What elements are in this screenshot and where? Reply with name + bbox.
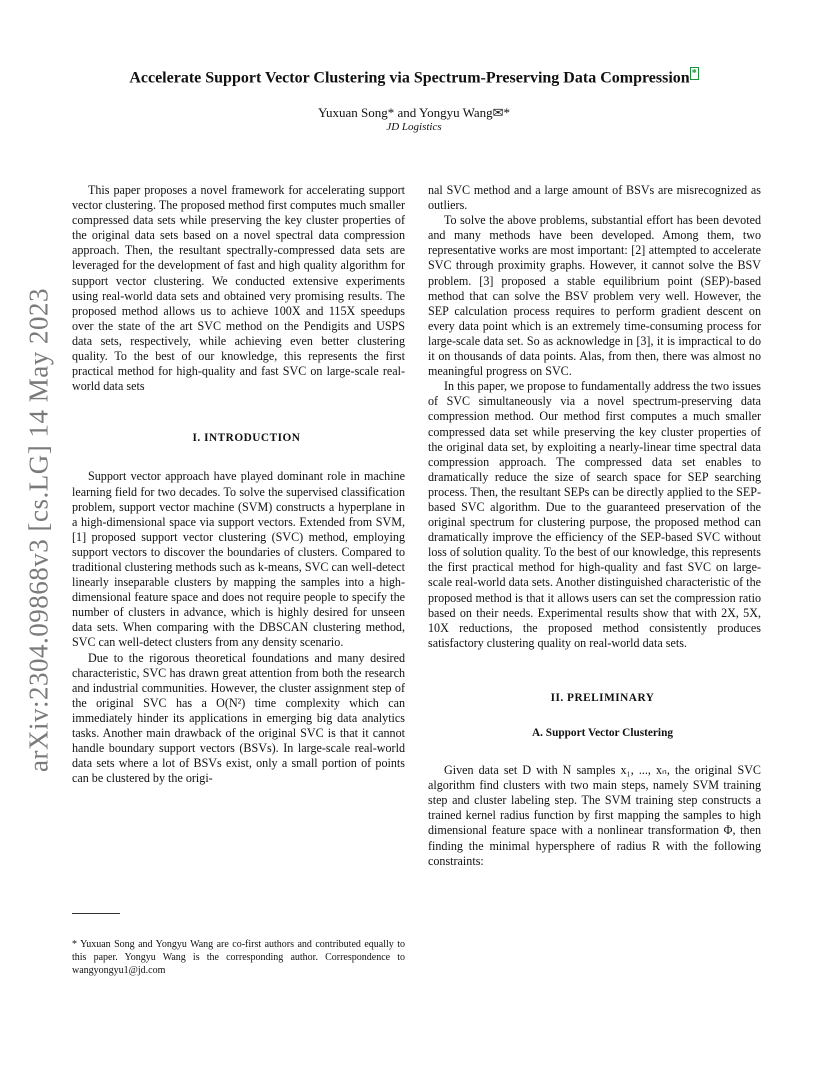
arxiv-identifier: arXiv:2304.09868v3 [cs.LG] 14 May 2023 bbox=[23, 288, 54, 772]
svc-paragraph-1: Given data set D with N samples x₁, ..., xₙ, the original SVC algorithm find clusters with two main steps, namely SVM training step and cluster labeling step. The SVM training step constructs a trained kernel radius function by first mapping the samples to high dimensional feature space with a nonlinear transformation Φ, then finding the minimal hypersphere of radius R with the following constraints: bbox=[428, 763, 761, 868]
section-heading-introduction: I. INTRODUCTION bbox=[192, 432, 301, 445]
intro-paragraph-2: Due to the rigorous theoretical foundations and many desired characteristic, SVC has drawn great attention from both the research and industrial communities. However, the cluster assignment step of the original SVC has a O(N²) time complexity which can immediately hinder its applications in emerging big data analytics tasks. Another main drawback of the original SVC is that it cannot handle boundary support vectors (BSVs). In large-scale real-world data sets where a lot of BSVs exist, only a small portion of points can be clustered by the origi- bbox=[72, 650, 405, 786]
intro-paragraph-4: In this paper, we propose to fundamentally address the two issues of SVC simultaneously via a novel spectrum-preserving data compression method. Our method first computes a much smaller compressed data set while preserving the key cluster properties of the original data set, by exploiting a nearly-linear time spectral data compression approach. The compressed data set enables to dramatically reduce the size of search space for SEP searching process. Then, the resultant SEPs can be directly applied to the SEP-based SVC algorithm. Due to the guaranteed preservation of the original spectrum for clustering purpose, the proposed method can dramatically improve the efficiency of the SEP-based SVC without loss of solution quality. To the best of our knowledge, this represents the first practical method for high-quality and fast SVC on large-scale real-world data sets. Another distinguished characteristic of the proposed method is that it allows users can set the compression ratio based on their needs. Experimental results show that with 2X, 5X, 10X reductions, the proposed method consistently produces satisfactory clustering quality on real-world data sets. bbox=[428, 379, 761, 650]
abstract: This paper proposes a novel framework for accelerating support vector clustering. The proposed method first computes much smaller compressed data sets while preserving the key cluster properties of the original data sets based on a novel spectral data compression approach. Then, the resultant spectrally-compressed data sets are leveraged for the development of fast and high quality algorithm for support vector clustering. We conducted extensive experiments using real-world data sets and obtained very promising results. The proposed method allows us to achieve 100X and 115X speedups over the state of the art SVC method on the Pendigits and USPS data sets, respectively, while achieving even better clustering quality. To the best of our knowledge, this represents the first practical method for high-quality and fast SVC on large-scale real-world data sets bbox=[72, 183, 405, 394]
footnote-divider bbox=[72, 913, 120, 914]
arxiv-sidebar bbox=[23, 280, 54, 780]
paper-authors: Yuxuan Song* and Yongyu Wang✉* bbox=[318, 105, 510, 120]
intro-paragraph-3: To solve the above problems, substantial effort has been devoted and many methods have been developed. Among them, two representative works are most important: [2] attempted to accelerate SVC through proximity graphs. However, it cannot solve the BSV problem. [3] proposed a stable equilibrium point (SEP)-based method that can solve the BSV problem very well. However, the SEP calculation process requires to perform gradient descent on every data point which is an extremely time-consuming process for large-scale data set. So as acknowledge in [3], it is impractical to do it on thousands of data points. Alas, from then, there was almost no meaningful progress on SVC. bbox=[428, 213, 761, 379]
intro-paragraph-continued: nal SVC method and a large amount of BSVs are misrecognized as outliers. bbox=[428, 183, 761, 213]
right-column bbox=[428, 183, 761, 869]
subsection-heading-svc: A. Support Vector Clustering bbox=[531, 727, 673, 739]
footnote: * Yuxuan Song and Yongyu Wang are co-first authors and contributed equally to this paper. Yongyu Wang is the corresponding author. Correspondence to wangyongyu1@jd.com bbox=[72, 939, 405, 977]
section-heading-preliminary: II. PRELIMINARY bbox=[550, 691, 655, 704]
paper-affiliation: JD Logistics bbox=[386, 121, 442, 133]
paper-title-text: Accelerate Support Vector Clustering via Spectrum-Preserving Data Compression bbox=[129, 69, 690, 87]
title-footnote-link[interactable]: * bbox=[691, 68, 697, 79]
left-column bbox=[72, 183, 405, 786]
intro-paragraph-1: Support vector approach have played dominant role in machine learning field for two decades. To solve the supervised classification problem, support vector machine (SVM) constructs a hyperplane in a high-dimensional space via support vectors. Extended from SVM, [1] proposed support vector clustering (SVC) method, employing support vectors to discover the boundaries of clusters. Compared to traditional clustering methods such as k-means, SVC can well-detect linearly inseparable clusters by mapping the samples into a high-dimensional feature space and does not require people to specify the number of clusters in advance, which is highly desired for unseen data sets. When comparing with the DBSCAN clustering method, SVC can well-detect clusters from any density scenario. bbox=[72, 469, 405, 650]
paper-title bbox=[60, 68, 768, 87]
